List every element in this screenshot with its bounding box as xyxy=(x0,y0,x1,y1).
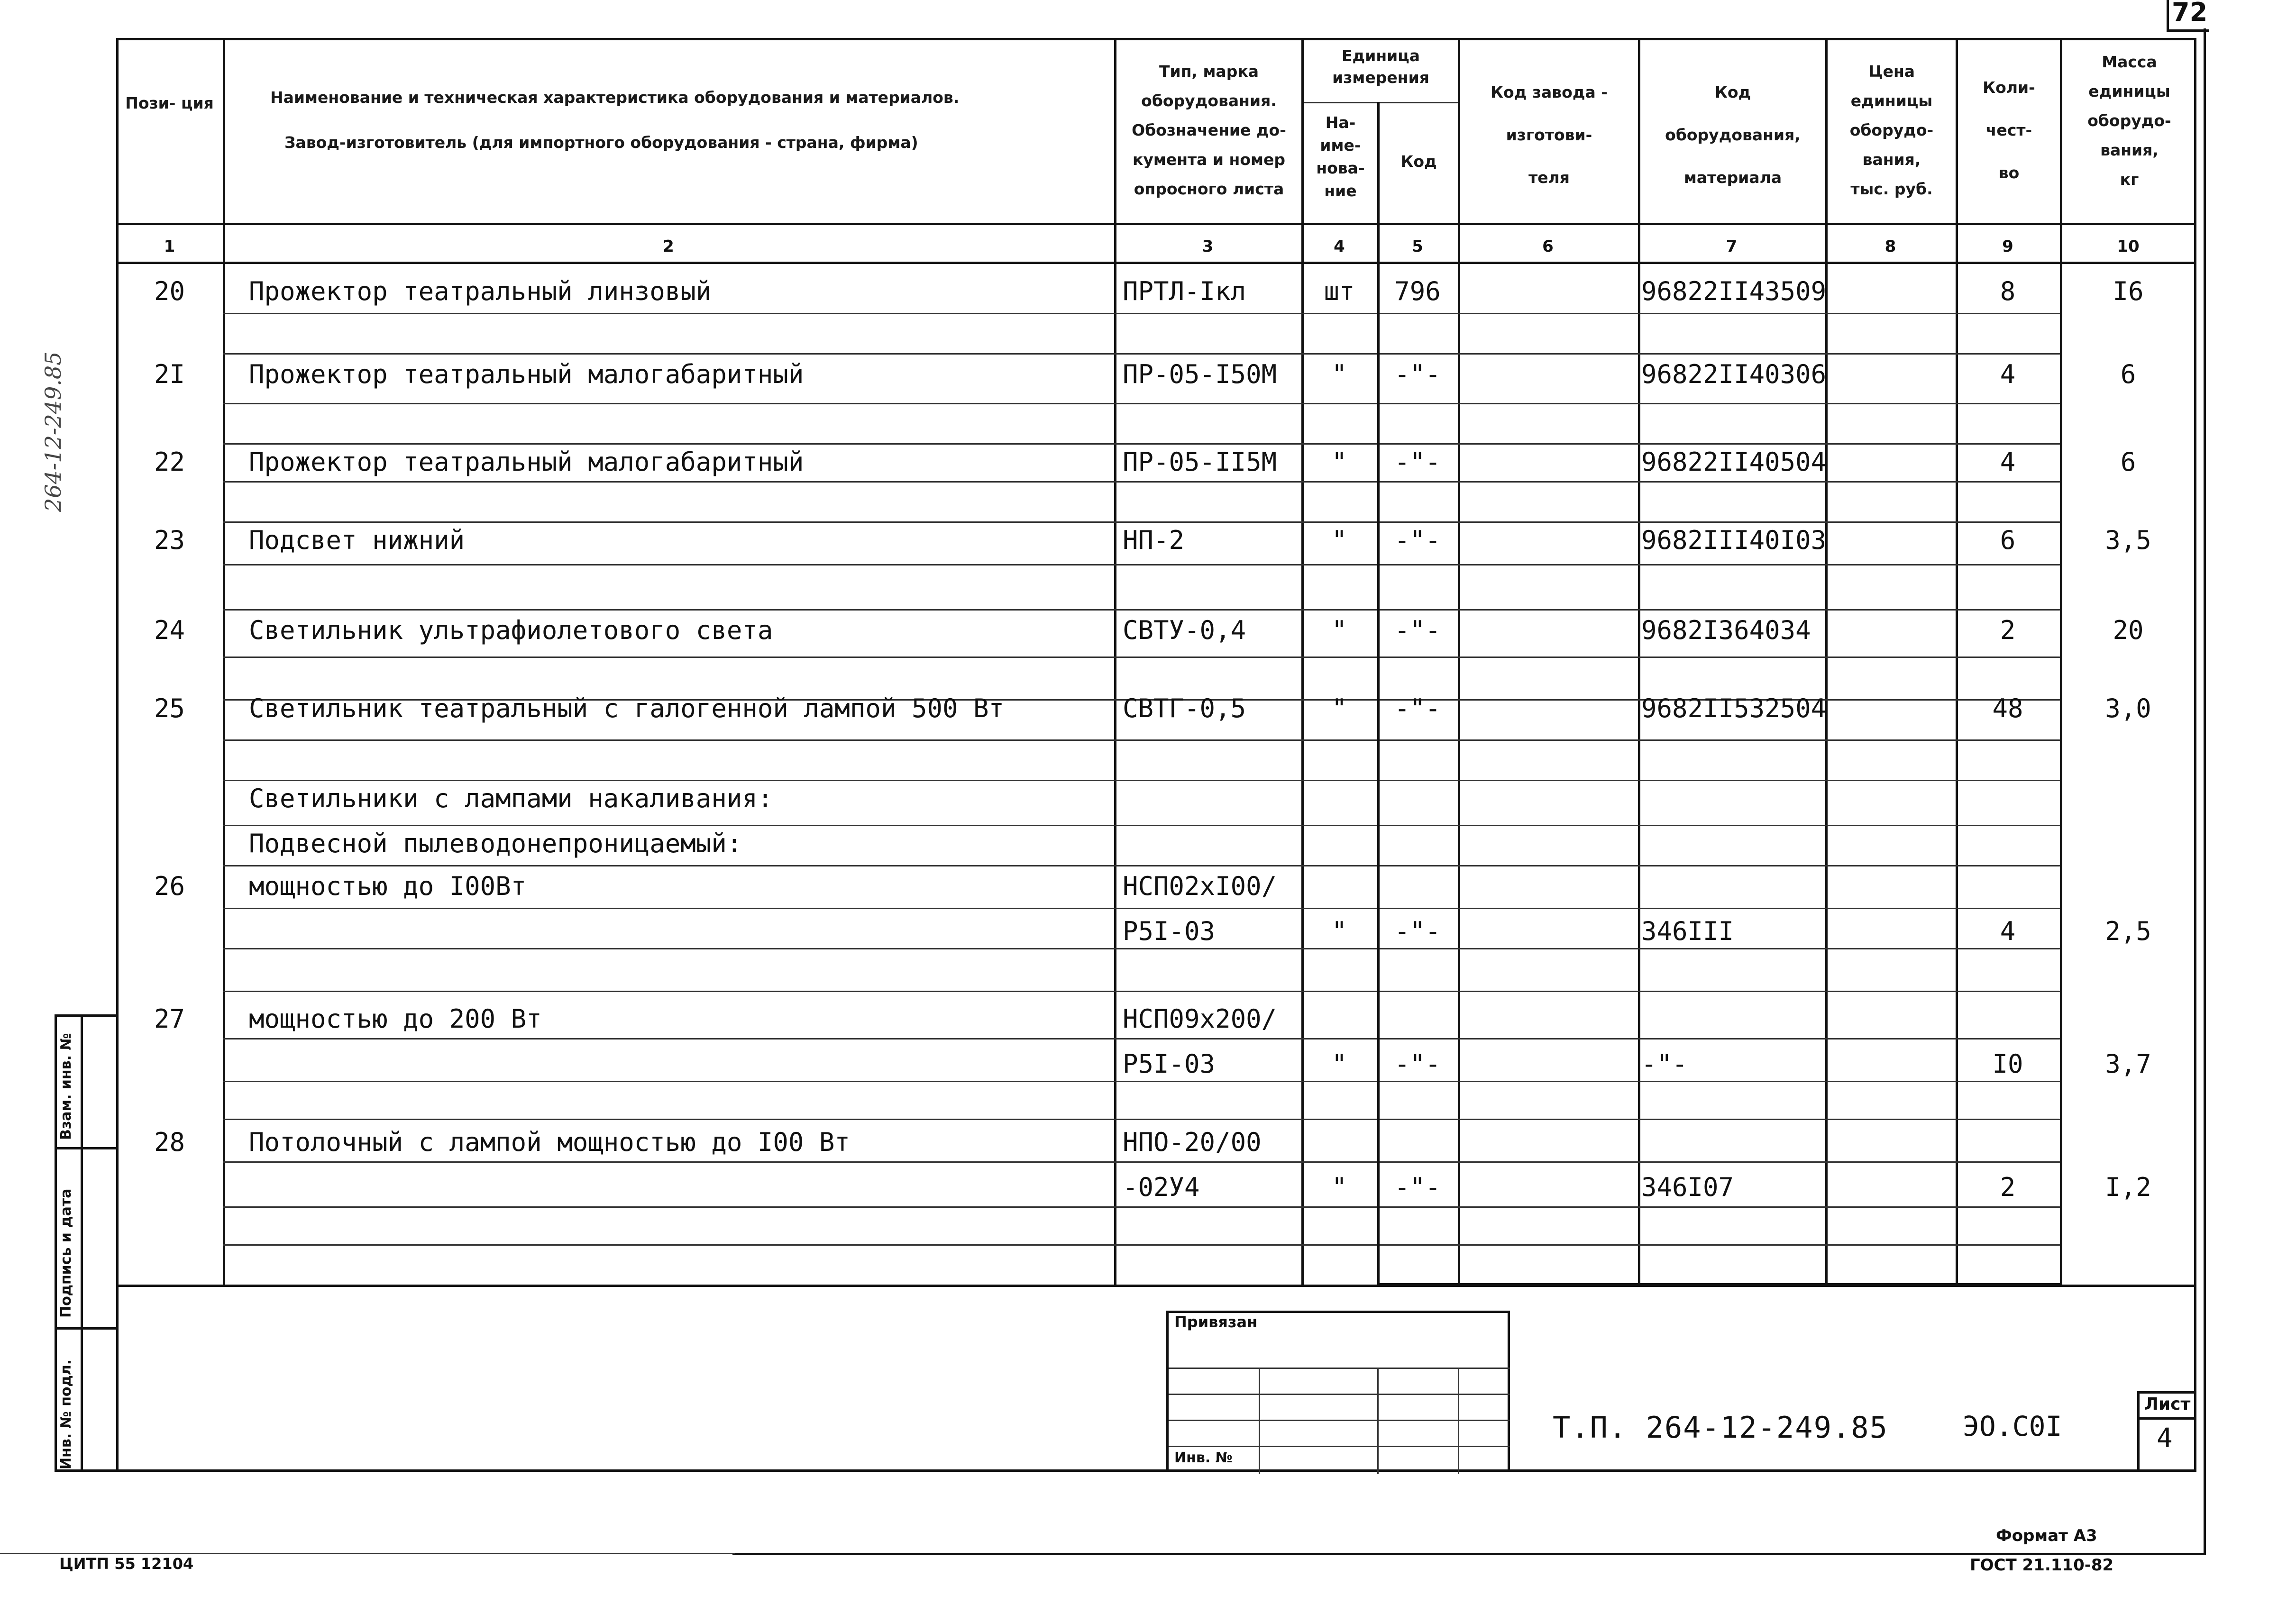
row-position: 24 xyxy=(154,615,185,645)
row-type: -02У4 xyxy=(1123,1172,1200,1202)
row-position: 20 xyxy=(154,276,185,306)
row-material-code: 9682II532504 xyxy=(1641,693,1827,723)
sheet-box xyxy=(2137,1391,2196,1472)
colnum-9: 9 xyxy=(2002,237,2013,256)
row-name: Прожектор театральный линзовый xyxy=(249,276,712,306)
inv-podl-label: Инв. № подл. xyxy=(58,1359,74,1469)
row-position: 2I xyxy=(154,359,185,389)
header-bottom-line xyxy=(116,223,2196,225)
header-unit-name: На- име- нова- ние xyxy=(1316,113,1365,200)
row-type: СВТГ-0,5 xyxy=(1123,693,1246,723)
row-mass: I,2 xyxy=(2105,1172,2151,1202)
vzam-inv-label: Взам. инв. № xyxy=(58,1033,74,1140)
col-line-2 xyxy=(1114,38,1116,1285)
header-name-line1: Наименование и техническая характеристика оборудования и материалов. xyxy=(270,88,960,107)
row-unit: " xyxy=(1331,1049,1347,1079)
row-position: 23 xyxy=(154,525,185,555)
stamp-line xyxy=(1458,1368,1459,1474)
header-position: Пози- ция xyxy=(125,94,214,112)
document-code: Т.П. 264-12-249.85 xyxy=(1553,1410,1888,1445)
header-name-line2: Завод-изготовитель (для импортного оборудования - страна, фирма) xyxy=(284,133,918,152)
row-type: НП-2 xyxy=(1123,525,1185,555)
row-type: СВТУ-0,4 xyxy=(1123,615,1246,645)
row-unit: " xyxy=(1331,615,1347,645)
org-label: ЦИТП 55 12104 xyxy=(59,1555,194,1573)
row-position: 25 xyxy=(154,693,185,723)
col-line-3 xyxy=(1301,38,1304,1285)
row-material-code: 9682I364034 xyxy=(1641,615,1811,645)
signature-date-label: Подпись и дата xyxy=(58,1188,74,1318)
row-position: 28 xyxy=(154,1127,185,1157)
row-material-code: -"- xyxy=(1641,1049,1688,1079)
colnum-8: 8 xyxy=(1884,237,1896,256)
colnum-5: 5 xyxy=(1412,237,1423,256)
row-name: Потолочный с лампой мощностью до I00 Вт xyxy=(249,1127,850,1157)
handwritten-number: 264-12-249.85 xyxy=(40,351,66,512)
row-mass: 2,5 xyxy=(2105,916,2151,946)
row-position: 27 xyxy=(154,1004,185,1034)
row-mass: 6 xyxy=(2120,447,2136,477)
row-unit-code: -"- xyxy=(1394,359,1441,389)
row-quantity: 4 xyxy=(2000,447,2016,477)
row-name: Прожектор театральный малогабаритный xyxy=(249,447,804,477)
row-unit: " xyxy=(1331,916,1347,946)
sheet-line xyxy=(2140,1417,2196,1420)
stamp-line xyxy=(1377,1368,1379,1474)
header-material-code: Код оборудования, материала xyxy=(1665,83,1801,187)
row-quantity: 6 xyxy=(2000,525,2016,555)
colnum-6: 6 xyxy=(1542,237,1554,256)
colnum-1: 1 xyxy=(164,237,175,256)
row-position: 26 xyxy=(154,871,185,901)
frame-bottom-line xyxy=(732,1553,2206,1555)
stamp-line xyxy=(1259,1368,1260,1474)
col-line-1 xyxy=(223,38,225,1285)
row-mass: 20 xyxy=(2113,615,2144,645)
frame-right-line xyxy=(2204,28,2206,1555)
row-name: Светильник театральный с галогенной лампой 500 Вт xyxy=(249,693,1005,723)
top-sheet-number: 72 xyxy=(2172,0,2208,27)
sheet-label: Лист xyxy=(2144,1395,2191,1414)
row-name: мощностью до I00Вт xyxy=(249,871,527,901)
row-mass: 3,0 xyxy=(2105,693,2151,723)
row-type: ПР-05-I50М xyxy=(1123,359,1277,389)
side-strip-line xyxy=(81,1017,83,1472)
colnum-4: 4 xyxy=(1334,237,1345,256)
top-sheet-box xyxy=(2167,0,2209,32)
header-type: Тип, марка оборудования. Обозначение до- кумента и номер опросного листа xyxy=(1132,62,1286,198)
row-quantity: 48 xyxy=(1992,693,2023,723)
side-strip-line xyxy=(57,1147,116,1149)
row-material-code: 96822II43509 xyxy=(1641,276,1827,306)
row-type: ПР-05-II5М xyxy=(1123,447,1277,477)
side-strip-line xyxy=(57,1327,116,1330)
row-unit-code: -"- xyxy=(1394,693,1441,723)
colnum-3: 3 xyxy=(1202,237,1214,256)
row-type: ПРТЛ-Iкл xyxy=(1123,276,1246,306)
row-unit: " xyxy=(1331,447,1347,477)
header-price: Цена единицы оборудо- вания, тыс. руб. xyxy=(1849,62,1934,198)
binding-stamp xyxy=(1166,1311,1510,1472)
row-material-code: 9682III40I03 xyxy=(1641,525,1827,555)
document-section: ЭО.С0I xyxy=(1963,1410,2062,1442)
row-type: НСП02хI00/ xyxy=(1123,871,1277,901)
header-unit-code: Код xyxy=(1400,152,1437,171)
frame-bottom-left-line xyxy=(0,1553,735,1554)
row-quantity: 8 xyxy=(2000,276,2016,306)
code-columns-outline xyxy=(1377,262,2062,1286)
row-name: мощностью до 200 Вт xyxy=(249,1004,542,1034)
sheet-value: 4 xyxy=(2157,1423,2173,1454)
row-mass: 6 xyxy=(2120,359,2136,389)
colnum-2: 2 xyxy=(663,237,674,256)
row-unit-code: 796 xyxy=(1394,276,1441,306)
gost-label: ГОСТ 21.110-82 xyxy=(1970,1556,2114,1575)
row-unit-code: -"- xyxy=(1394,1049,1441,1079)
header-quantity: Коли- чест- во xyxy=(1983,78,2035,182)
row-position: 22 xyxy=(154,447,185,477)
row-unit-code: -"- xyxy=(1394,447,1441,477)
format-label: Формат А3 xyxy=(1996,1526,2097,1545)
inv-label: Инв. № xyxy=(1174,1450,1233,1466)
row-material-code: 96822II40504 xyxy=(1641,447,1827,477)
row-mass: I6 xyxy=(2113,276,2144,306)
header-unit-group: Единица измерения xyxy=(1332,46,1429,87)
row-material-code: 96822II40306 xyxy=(1641,359,1827,389)
row-quantity: 2 xyxy=(2000,1172,2016,1202)
row-unit-code: -"- xyxy=(1394,1172,1441,1202)
row-name: Подвесной пылеводонепроницаемый: xyxy=(249,829,742,858)
row-mass: 3,7 xyxy=(2105,1049,2151,1079)
row-name: Прожектор театральный малогабаритный xyxy=(249,359,804,389)
bound-label: Привязан xyxy=(1174,1313,1258,1331)
unit-group-line xyxy=(1301,102,1458,103)
row-quantity: 2 xyxy=(2000,615,2016,645)
row-unit: " xyxy=(1331,525,1347,555)
row-unit: " xyxy=(1331,693,1347,723)
row-name: Светильник ультрафиолетового света xyxy=(249,615,773,645)
colnum-10: 10 xyxy=(2117,237,2140,256)
row-unit-code: -"- xyxy=(1394,916,1441,946)
row-type: НСП09х200/ xyxy=(1123,1004,1277,1034)
header-plant-code: Код завода - изготови- теля xyxy=(1491,83,1608,187)
row-mass: 3,5 xyxy=(2105,525,2151,555)
row-quantity: I0 xyxy=(1992,1049,2023,1079)
row-material-code: 346I07 xyxy=(1641,1172,1734,1202)
row-type: Р5I-03 xyxy=(1123,1049,1216,1079)
row-unit: " xyxy=(1331,1172,1347,1202)
colnum-7: 7 xyxy=(1726,237,1738,256)
row-quantity: 4 xyxy=(2000,916,2016,946)
row-type: Р5I-03 xyxy=(1123,916,1216,946)
row-unit: " xyxy=(1331,359,1347,389)
row-type: НПО-20/00 xyxy=(1123,1127,1262,1157)
row-unit: шт xyxy=(1324,276,1355,306)
row-name: Подсвет нижний xyxy=(249,525,465,555)
row-name: Светильники с лампами накаливания: xyxy=(249,784,773,813)
row-material-code: 346III xyxy=(1641,916,1734,946)
row-unit-code: -"- xyxy=(1394,615,1441,645)
row-quantity: 4 xyxy=(2000,359,2016,389)
header-mass: Масса единицы оборудо- вания, кг xyxy=(2087,53,2171,189)
row-unit-code: -"- xyxy=(1394,525,1441,555)
